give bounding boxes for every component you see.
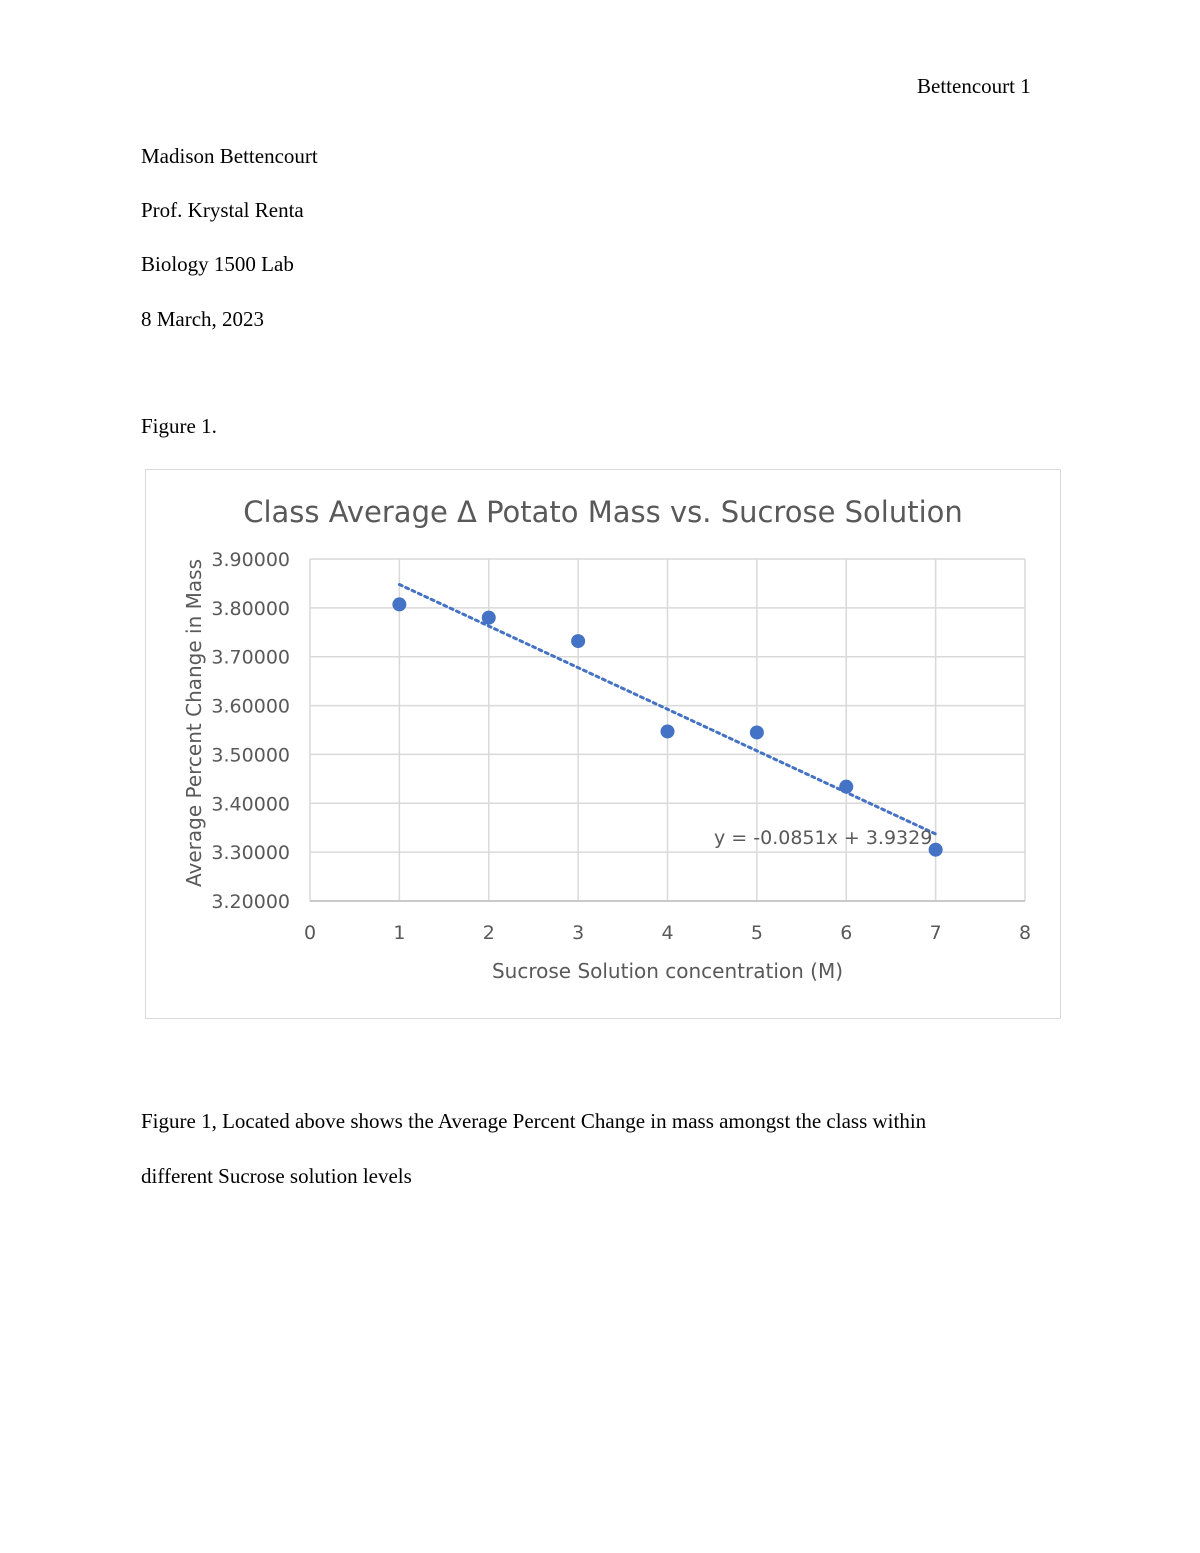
x-tick-label: 2 bbox=[482, 922, 495, 944]
caption-line-2: different Sucrose solution levels bbox=[141, 1164, 412, 1188]
data-point bbox=[839, 780, 853, 794]
data-point bbox=[661, 724, 675, 738]
page-number: Bettencourt 1 bbox=[917, 74, 1031, 98]
data-point bbox=[750, 725, 764, 739]
chart-frame bbox=[145, 469, 1061, 1019]
data-point bbox=[571, 634, 585, 648]
x-axis-title: Sucrose Solution concentration (M) bbox=[491, 959, 844, 983]
chart-title: Class Average Δ Potato Mass vs. Sucrose Solution bbox=[243, 495, 963, 529]
x-tick-label: 0 bbox=[303, 922, 317, 944]
y-tick-label: 3.80000 bbox=[211, 597, 290, 620]
scatter-chart bbox=[146, 470, 1062, 1020]
data-point bbox=[392, 597, 406, 611]
y-tick-label: 3.50000 bbox=[211, 744, 290, 767]
trendline-equation: y = -0.0851x + 3.9329 bbox=[714, 827, 933, 849]
x-tick-label: 5 bbox=[750, 922, 763, 944]
professor-name: Prof. Krystal Renta bbox=[141, 198, 304, 222]
y-tick-label: 3.30000 bbox=[211, 842, 290, 865]
author-name: Madison Bettencourt bbox=[141, 144, 318, 168]
y-tick-label: 3.20000 bbox=[211, 891, 290, 913]
y-tick-label: 3.70000 bbox=[211, 646, 290, 669]
figure-label: Figure 1. bbox=[141, 414, 217, 438]
y-tick-label: 3.40000 bbox=[211, 793, 290, 816]
x-tick-label: 1 bbox=[393, 922, 406, 944]
x-tick-label: 4 bbox=[661, 922, 674, 944]
x-tick-label: 7 bbox=[929, 922, 942, 944]
y-axis-title: Average Percent Change in Mass bbox=[182, 559, 206, 887]
data-point bbox=[482, 611, 496, 625]
y-tick-label: 3.60000 bbox=[211, 695, 290, 718]
x-tick-label: 3 bbox=[572, 922, 585, 944]
document-date: 8 March, 2023 bbox=[141, 307, 265, 331]
caption-line-1: Figure 1, Located above shows the Average Percent Change in mass amongst the class within bbox=[141, 1109, 927, 1133]
course-name: Biology 1500 Lab bbox=[141, 252, 294, 276]
x-tick-label: 8 bbox=[1018, 922, 1032, 944]
y-tick-label: 3.90000 bbox=[211, 549, 290, 571]
x-tick-label: 6 bbox=[840, 922, 853, 944]
